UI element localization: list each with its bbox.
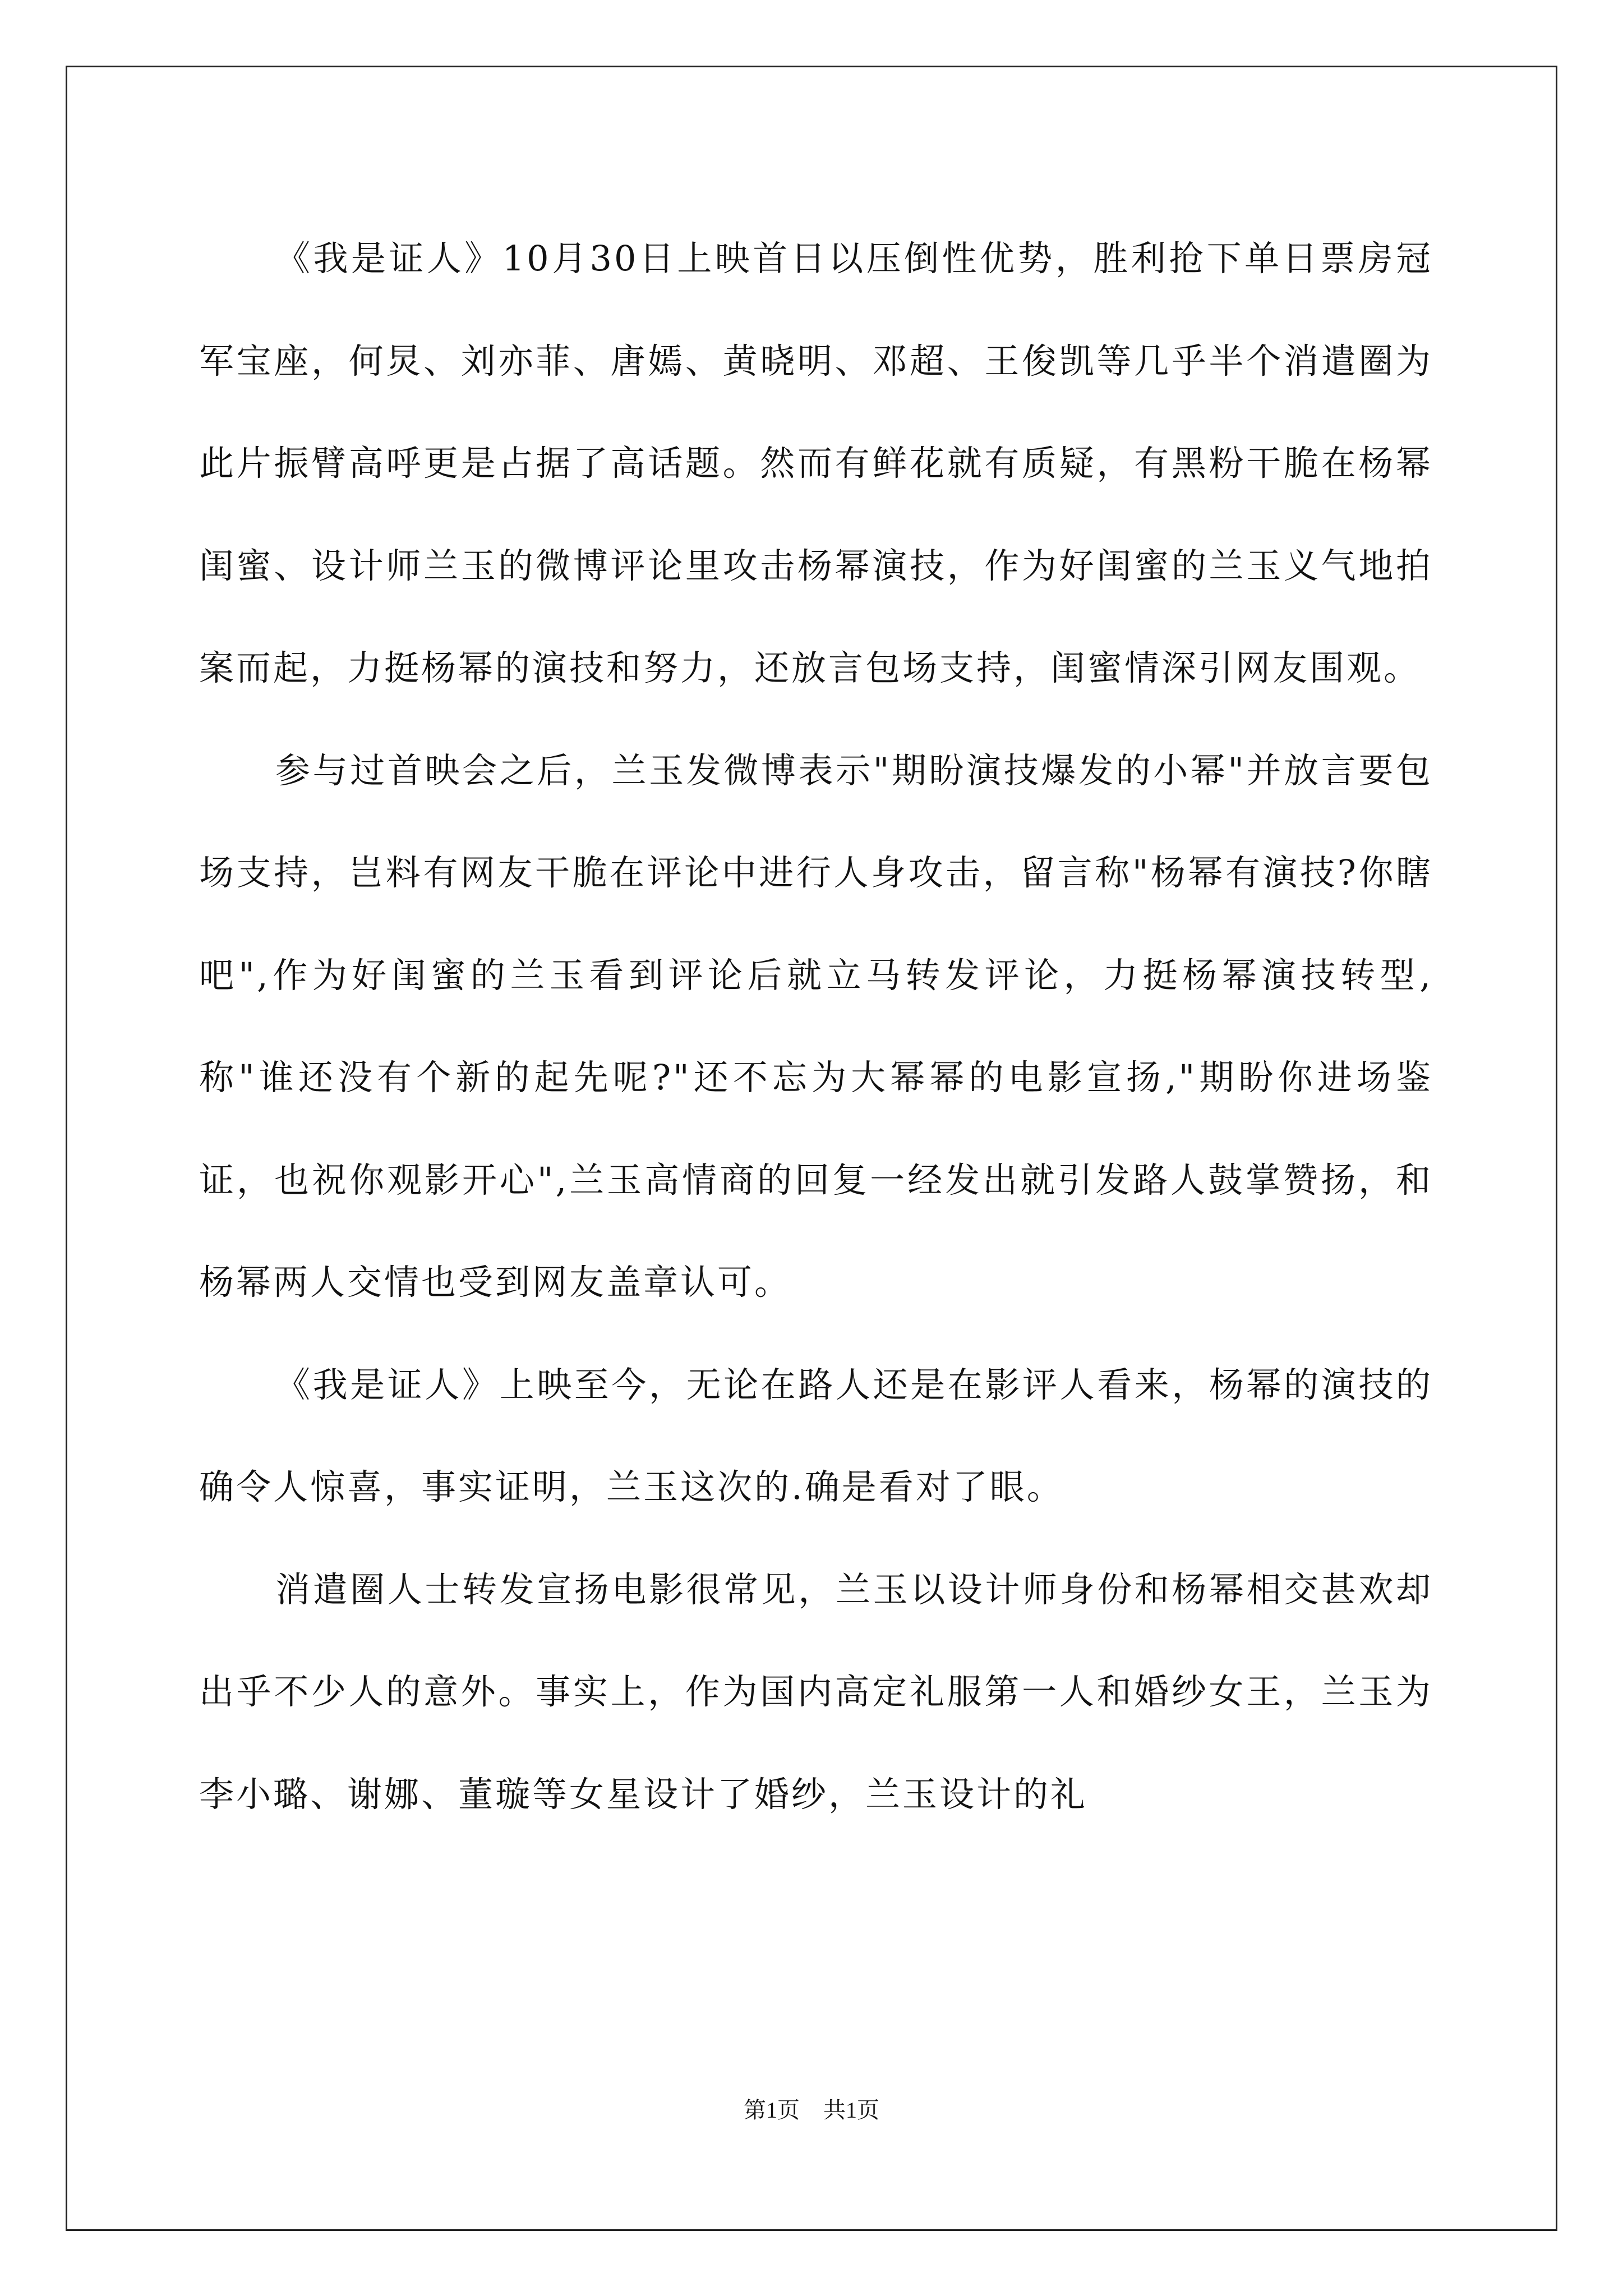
paragraph-2: 参与过首映会之后，兰玉发微博表示"期盼演技爆发的小幂"并放言要包场支持，岂料有网友干脆在评论中进行人身攻击，留言称"杨幂有演技?你瞎吧",作为好闺蜜的兰玉看到评论后就立马转发评论，力挺杨幂演技转型,称"谁还没有个新的起先呢?"还不忘为大幂幂的电影宣扬,"期盼你进场鉴证，也祝你观影开心",兰玉高情商的回复一经发出就引发路人鼓掌赞扬，和杨幂两人交情也受到网友盖章认可。	[199, 749, 1433, 1303]
paragraph-4: 消遣圈人士转发宣扬电影很常见，兰玉以设计师身份和杨幂相交甚欢却出乎不少人的意外。事实上，作为国内高定礼服第一人和婚纱女王，兰玉为李小璐、谢娜、董璇等女星设计了婚纱，兰玉设计的礼	[199, 1568, 1433, 1815]
page-number: 第1页	[744, 2097, 800, 2123]
paragraph-1: 《我是证人》10月30日上映首日以压倒性优势，胜利抢下单日票房冠军宝座，何炅、刘亦菲、唐嫣、黄晓明、邓超、王俊凯等几乎半个消遣圈为此片振臂高呼更是占据了高话题。然而有鲜花就有质疑，有黑粉干脆在杨幂闺蜜、设计师兰玉的微博评论里攻击杨幂演技，作为好闺蜜的兰玉义气地拍案而起，力挺杨幂的演技和努力，还放言包场支持，闺蜜情深引网友围观。	[199, 238, 1433, 688]
page-total: 共1页	[823, 2097, 879, 2123]
document-body	[199, 208, 1433, 1846]
paragraph-3: 《我是证人》上映至今，无论在路人还是在影评人看来，杨幂的演技的确令人惊喜，事实证明，兰玉这次的.确是看对了眼。	[199, 1364, 1433, 1507]
page-footer	[0, 2092, 1623, 2124]
